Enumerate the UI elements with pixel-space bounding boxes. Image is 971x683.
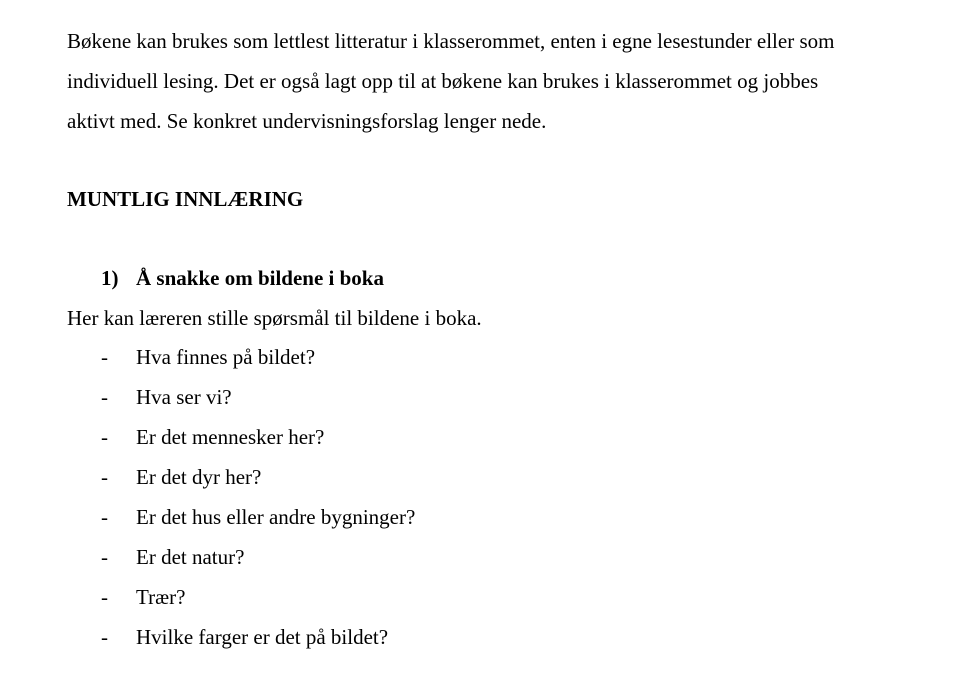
bullet-dash: - <box>101 545 108 569</box>
lead-paragraph: Her kan læreren stille spørsmål til bildene i boka. <box>67 306 482 330</box>
bullet-dash: - <box>101 625 108 649</box>
subsection-title: Å snakke om bildene i boka <box>136 266 384 290</box>
bullet-dash: - <box>101 425 108 449</box>
subsection-heading <box>101 258 384 298</box>
question-text: Er det natur? <box>136 545 245 569</box>
intro-paragraph <box>67 21 947 141</box>
bullet-dash: - <box>101 505 108 529</box>
question-text: Hvilke farger er det på bildet? <box>136 625 389 649</box>
bullet-dash: - <box>101 385 108 409</box>
question-text: Er det mennesker her? <box>136 425 325 449</box>
intro-line: Bøkene kan brukes som lettlest litteratur i klasserommet, enten i egne lesestunder eller som <box>67 29 835 53</box>
intro-line: individuell lesing. Det er også lagt opp til at bøkene kan brukes i klasserommet og jobbes <box>67 69 819 93</box>
question-text: Trær? <box>136 585 186 609</box>
bullet-dash: - <box>101 585 108 609</box>
intro-line: aktivt med. Se konkret undervisningsforslag lenger nede. <box>67 109 547 133</box>
subsection-number: 1) <box>101 266 119 290</box>
question-text: Er det dyr her? <box>136 465 262 489</box>
bullet-dash: - <box>101 465 108 489</box>
question-text: Hva finnes på bildet? <box>136 345 316 369</box>
question-text: Er det hus eller andre bygninger? <box>136 505 416 529</box>
section-heading: MUNTLIG INNLÆRING <box>67 187 304 211</box>
bullet-dash: - <box>101 345 108 369</box>
question-text: Hva ser vi? <box>136 385 232 409</box>
